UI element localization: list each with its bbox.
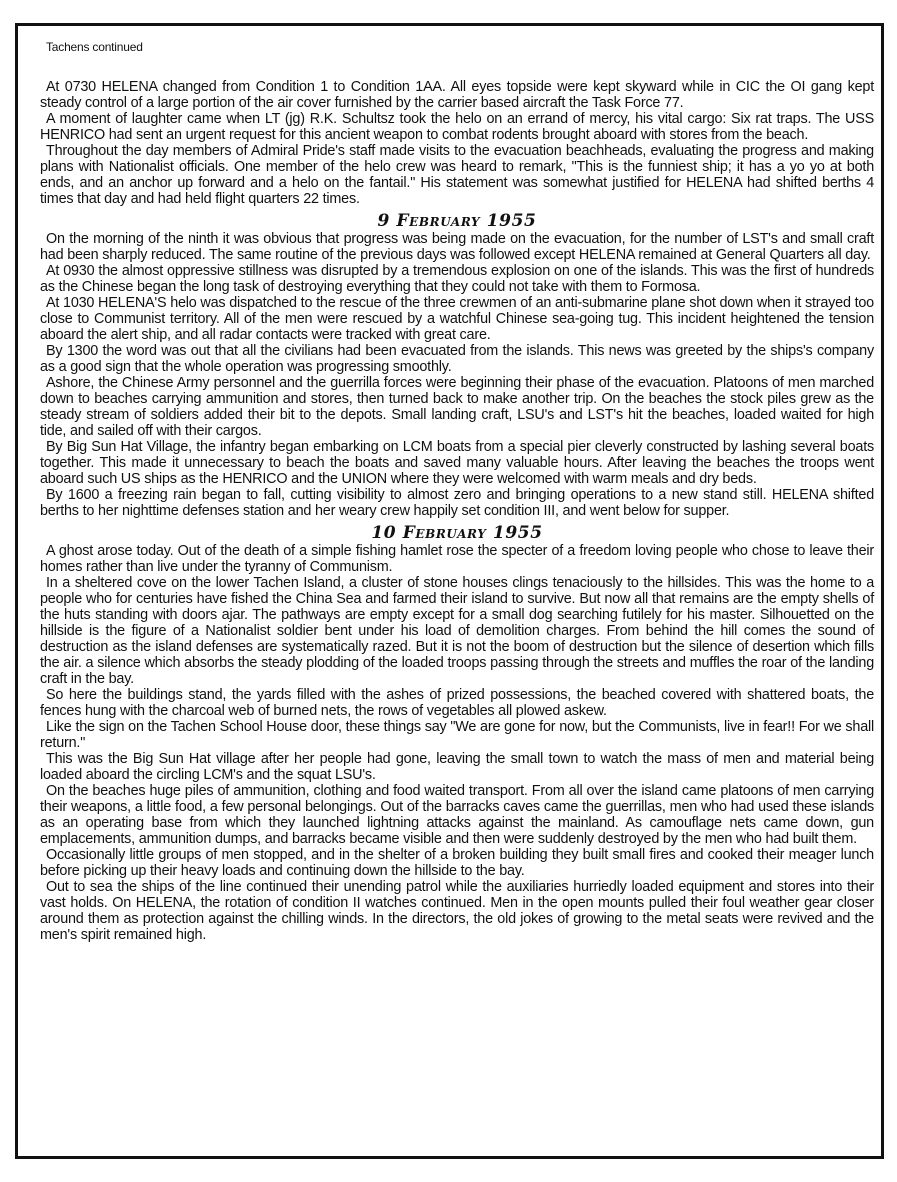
- paragraph: Out to sea the ships of the line continued their unending patrol while the auxiliaries hurriedly loaded equipment and stores into their vast holds. On HELENA, the rotation of condition II watches continued. Men in the open mounts pulled their foul weather gear closer around them as protection against the chilling winds. In the directors, the old jokes of growing to the metal seats were revived and the men's spirit remained high.: [40, 879, 874, 943]
- section-intro: [40, 79, 874, 207]
- paragraph: Ashore, the Chinese Army personnel and the guerrilla forces were beginning their phase of the evacuation. Platoons of men marched down to beaches carrying ammunition and stores, then turned back to make another trip. On the beaches the stock piles grew as the steady stream of soldiers added their bit to the depots. Small landing craft, LSU's and LST's hit the beaches, loaded waited for high tide, and sailed off with their cargos.: [40, 375, 874, 439]
- paragraph: A moment of laughter came when LT (jg) R.K. Schultsz took the helo on an errand of mercy, his vital cargo: Six rat traps. The USS HENRICO had sent an urgent request for this ancient weapon to combat rodents brought aboard with stores from the beach.: [40, 111, 874, 143]
- page-header: Tachens continued: [46, 40, 143, 54]
- paragraph: At 1030 HELENA'S helo was dispatched to the rescue of the three crewmen of an anti-submarine plane shot down when it strayed too close to Communist territory. All of the men were rescued by a watchful Chinese sea-going tug. This incident heightened the tension aboard the alert ship, and all radar contacts were tracked with great care.: [40, 295, 874, 343]
- paragraph: On the morning of the ninth it was obvious that progress was being made on the evacuation, for the number of LST's and small craft had been sharply reduced. The same routine of the previous days was followed except HELENA remained at General Quarters all day.: [40, 231, 874, 263]
- paragraph: Like the sign on the Tachen School House door, these things say "We are gone for now, but the Communists, live in fear!! For we shall return.": [40, 719, 874, 751]
- paragraph: At 0930 the almost oppressive stillness was disrupted by a tremendous explosion on one of the islands. This was the first of hundreds as the Chinese began the long task of destroying everything that they could not take with them to Formosa.: [40, 263, 874, 295]
- page-frame: [15, 23, 884, 1159]
- paragraph: In a sheltered cove on the lower Tachen Island, a cluster of stone houses clings tenaciously to the hillsides. This was the home to a people who for centuries have fished the China Sea and farmed their island to survive. But now all that remains are the empty shells of the huts standing with doors ajar. The pathways are empty except for a small dog searching futilely for his master. Silhouetted on the hillside is the figure of a Nationalist soldier bent under his load of demolition charges. From behind the hill comes the sound of destruction as the island defenses are systematically razed. But it is not the boom of destruction but the silence of desertion which fills the air. a silence which absorbs the steady plodding of the loaded troops passing through the streets and muffles the roar of the landing craft in the bay.: [40, 575, 874, 687]
- section-heading-10-february: 10 February 1955: [371, 523, 543, 543]
- paragraph: Throughout the day members of Admiral Pride's staff made visits to the evacuation beachheads, evaluating the progress and making plans with Nationalist officials. One member of the helo crew was heard to remark, "This is the funniest ship; it has a yo yo at both ends, and an anchor up forward and a helo on the fantail." His statement was somewhat justified for HELENA had shifted berths 4 times that day and had held flight quarters 22 times.: [40, 143, 874, 207]
- paragraph: On the beaches huge piles of ammunition, clothing and food waited transport. From all over the island came platoons of men carrying their weapons, a little food, a few personal belongings. Out of the barracks caves came the guerrillas, men who had used these islands as an operating base from which they launched lightning attacks against the mainland. As camouflage nets came down, gun emplacements, ammunition dumps, and barracks became visible and then were suddenly destroyed by the men who had built them.: [40, 783, 874, 847]
- section-10-february: [40, 543, 874, 943]
- paragraph: By 1300 the word was out that all the civilians had been evacuated from the islands. This news was greeted by the ships's company as a good sign that the whole operation was progressing smoothly.: [40, 343, 874, 375]
- paragraph: By Big Sun Hat Village, the infantry began embarking on LCM boats from a special pier cleverly constructed by lashing several boats together. This made it unnecessary to beach the boats and saved many valuable hours. After leaving the beaches the troops went aboard such US ships as the HENRICO and the UNION where they were welcomed with warm meals and dry beds.: [40, 439, 874, 487]
- document-body: [40, 40, 874, 943]
- paragraph: By 1600 a freezing rain began to fall, cutting visibility to almost zero and bringing operations to a new stand still. HELENA shifted berths to her nighttime defenses station and her weary crew happily set condition III, and went below for supper.: [40, 487, 874, 519]
- paragraph: At 0730 HELENA changed from Condition 1 to Condition 1AA. All eyes topside were kept skyward while in CIC the OI gang kept steady control of a large portion of the air cover furnished by the carrier based aircraft the Task Force 77.: [40, 79, 874, 111]
- paragraph: This was the Big Sun Hat village after her people had gone, leaving the small town to watch the mass of men and material being loaded aboard the circling LCM's and the squat LSU's.: [40, 751, 874, 783]
- paragraph: So here the buildings stand, the yards filled with the ashes of prized possessions, the beached covered with shattered boats, the fences hung with the charcoal web of burned nets, the rows of vegetables all plowed askew.: [40, 687, 874, 719]
- paragraph: Occasionally little groups of men stopped, and in the shelter of a broken building they built small fires and cooked their meager lunch before picking up their heavy loads and continuing down the hillside to the bay.: [40, 847, 874, 879]
- section-9-february: [40, 231, 874, 519]
- section-heading-9-february: 9 February 1955: [377, 211, 537, 231]
- paragraph: A ghost arose today. Out of the death of a simple fishing hamlet rose the specter of a freedom loving people who chose to leave their homes rather than live under the tyranny of Communism.: [40, 543, 874, 575]
